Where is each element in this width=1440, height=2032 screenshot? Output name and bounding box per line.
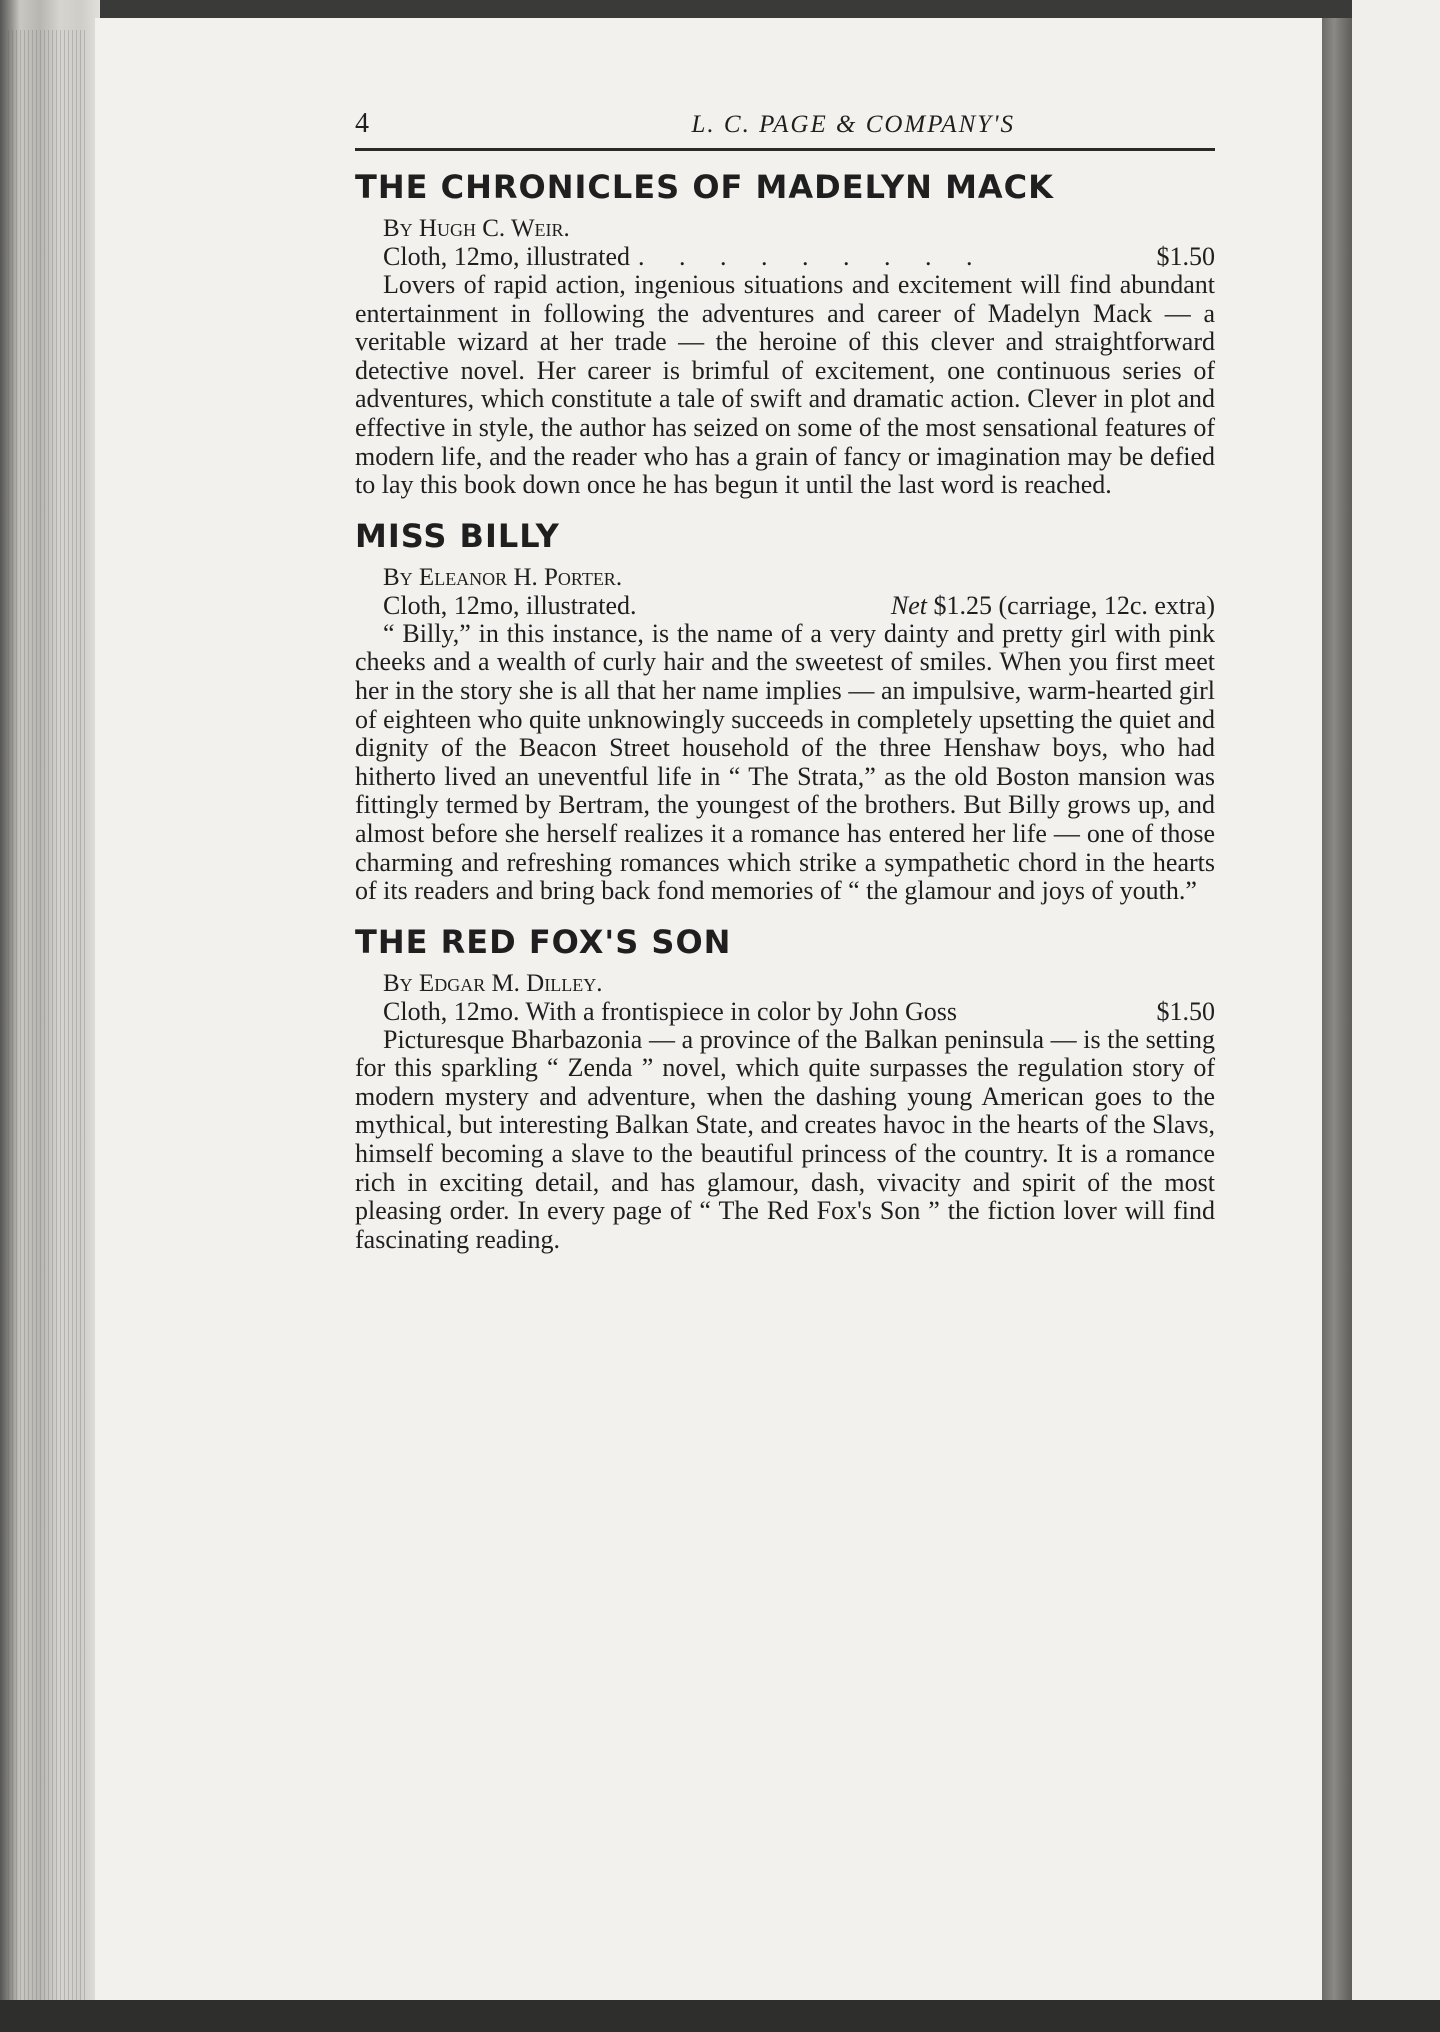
entry-title: THE CHRONICLES OF MADELYN MACK (355, 168, 1054, 206)
book-entry-red-fox-son (355, 920, 1215, 1255)
leader-dots: . . . . . . . . . (638, 243, 987, 271)
entry-binding-line (383, 998, 1215, 1026)
entry-binding-line (383, 243, 1215, 271)
entry-description: “ Billy,” in this instance, is the name of a very dainty and pretty girl with pink cheeks and a wealth of curly hair and the sweetest of smiles. When you first meet her in the story she is all that her name implies — an impulsive, warm-hearted girl of eighteen who quite unknowingly succeeds in completely upsetting the quiet and dignity of the Beacon Street household of the three Henshaw boys, who had hitherto lived an uneventful life in “ The Strata,” as the old Boston mansion was fittingly termed by Bertram, the youngest of the brothers. But Billy grows up, and almost before she herself realizes it a romance has entered her life — one of those charming and refreshing romances which strike a sympathetic chord in the hearts of its readers and bring back fond memories of “ the glamour and joys of youth.” (355, 618, 1215, 906)
entry-binding: Cloth, 12mo, illustrated (383, 242, 630, 271)
book-entry-miss-billy (355, 514, 1215, 906)
book-page-edges (0, 0, 100, 2032)
page-edge-lines (8, 30, 88, 2010)
net-label: Net (890, 590, 927, 620)
entry-author: By Eleanor H. Porter. (383, 563, 623, 591)
entry-author: By Edgar M. Dilley. (383, 969, 603, 997)
running-head (355, 108, 1215, 151)
entry-binding: Cloth, 12mo, illustrated. (383, 590, 637, 620)
entry-price: $1.50 (1156, 996, 1215, 1026)
entry-binding-line (383, 592, 1215, 620)
entry-description: Picturesque Bharbazonia — a province of the Balkan peninsula — is the setting for this sparkling “ Zenda ” novel, which quite surpasses the regulation story of modern mystery and adventure, when the dashing young American goes to the mythical, but interesting Balkan State, and creates havoc in the hearts of the Slavs, himself becoming a slave to the beautiful princess of the country. It is a romance rich in exciting detail, and has glamour, dash, vivacity and spirit of the most pleasing order. In every page of “ The Red Fox's Son ” the fiction lover will find fascinating reading. (355, 1024, 1215, 1254)
entry-price: $1.50 (1156, 242, 1215, 271)
scan-margin-right (1352, 0, 1440, 2032)
entry-title: THE RED FOX'S SON (355, 922, 732, 961)
page-number: 4 (355, 108, 369, 139)
entry-price-line (891, 592, 1215, 620)
publisher-heading: L. C. PAGE & COMPANY'S (691, 111, 1015, 138)
entry-binding: Cloth, 12mo. With a frontispiece in color by John Goss (383, 996, 958, 1026)
book-entry-madelyn-mack (355, 165, 1215, 500)
entry-price: $1.25 (carriage, 12c. extra) (933, 590, 1215, 620)
page-gutter-shadow (1322, 18, 1352, 2003)
entry-title: MISS BILLY (355, 516, 560, 555)
scan-bottom-band (0, 2000, 1440, 2032)
entry-author: By Hugh C. Weir. (383, 215, 570, 242)
page-content (355, 108, 1215, 1254)
entry-description: Lovers of rapid action, ingenious situations and excitement will find abundant entertainment in following the adventures and career of Madelyn Mack — a veritable wizard at her trade — the heroine of this clever and straightforward detective novel. Her career is brimful of excitement, one continuous series of adventures, which constitute a tale of swift and dramatic action. Clever in plot and effective in style, the author has seized on some of the most sensational features of modern life, and the reader who has a grain of fancy or imagination may be defied to lay this book down once he has begun it until the last word is reached. (355, 270, 1215, 500)
